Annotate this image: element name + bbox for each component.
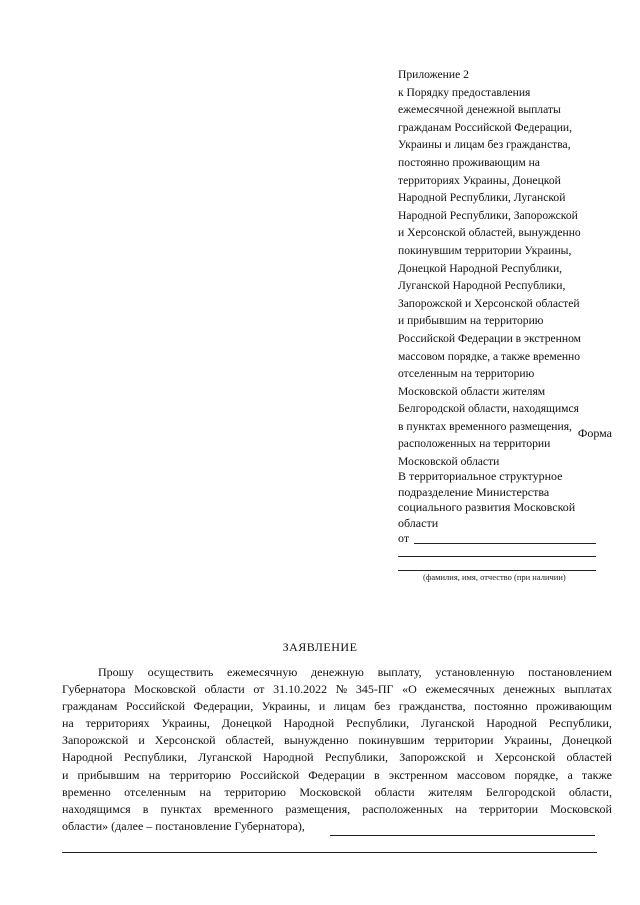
appendix-line: Народной Республики, Запорожской (398, 208, 578, 222)
body-word: территории (434, 733, 494, 748)
application-body (62, 664, 612, 835)
appendix-line: и Херсонской областей, вынужденно (398, 226, 581, 240)
body-word: денежных (503, 682, 556, 697)
body-word: пунктах (160, 801, 202, 816)
appendix-line: и прибывшим на территорию (398, 314, 544, 328)
body-word: областей, (225, 733, 274, 748)
from-row (398, 531, 613, 547)
body-word: порядке, (514, 767, 559, 782)
body-word: «О (402, 682, 417, 697)
appendix-line: ежемесячной денежной выплаты (398, 103, 561, 117)
body-word: выплатах (564, 682, 612, 697)
body-line (62, 749, 612, 766)
addressee-line: В территориальное структурное (398, 469, 563, 483)
body-word: выплату, (377, 665, 422, 679)
addressee-block (398, 469, 613, 547)
appendix-line: Московской области жителям (398, 384, 546, 398)
addressee-line: области (398, 515, 439, 530)
body-word: Украины, (261, 699, 311, 714)
body-word: Федерации (308, 767, 365, 782)
body-word: Луганской (420, 716, 475, 731)
appendix-line: отселенным на территорию (398, 367, 535, 381)
body-word: проживающим (536, 699, 612, 714)
body-word: покинувшим (358, 733, 425, 748)
body-fill-line-2[interactable] (62, 852, 597, 853)
body-word: отселенным (124, 784, 187, 799)
body-word: установленную (435, 665, 515, 679)
body-word: от (253, 682, 265, 697)
applicant-name-line-3[interactable] (398, 570, 596, 571)
body-line (62, 732, 612, 749)
body-word: на (148, 767, 161, 782)
body-word: Федерации, (193, 699, 254, 714)
appendix-line: гражданам Российской Федерации, (398, 120, 573, 134)
body-word: на (455, 801, 468, 816)
appendix-line: территориях Украины, Донецкой (398, 173, 561, 187)
appendix-line: Приложение 2 (398, 68, 469, 81)
body-word: области, (568, 784, 612, 799)
body-line (62, 801, 612, 818)
body-word: территории (479, 801, 539, 816)
body-word: прибывшим (77, 767, 140, 782)
name-field-hint: (фамилия, имя, отчество (при наличии) (423, 572, 566, 582)
body-word: на (199, 784, 212, 799)
body-word: Республики, (548, 716, 612, 731)
body-word: массовом (456, 767, 506, 782)
body-word: временно (62, 784, 111, 799)
body-word: без (374, 699, 391, 714)
body-word: Губернатора (62, 682, 126, 697)
body-word: области (204, 682, 245, 697)
body-word: Республики, (324, 750, 389, 765)
body-word: на (62, 716, 74, 731)
appendix-line: Народной Республики, Луганской (398, 191, 566, 205)
appendix-line: расположенных на территории (398, 437, 551, 451)
body-word: в (142, 801, 149, 816)
body-word: Народной (486, 716, 537, 731)
appendix-line: Московской области (398, 455, 500, 469)
appendix-line: Донецкой Народной Республики, (398, 261, 563, 275)
appendix-line: постоянно проживающим на (398, 155, 540, 169)
body-word: Московской (550, 801, 612, 816)
body-word: Республики, (123, 750, 188, 765)
form-label: Форма (577, 426, 612, 440)
applicant-name-line-1[interactable] (414, 543, 596, 544)
appendix-line: к Порядку предоставления (398, 85, 531, 99)
body-line (62, 784, 612, 801)
addressee-line: социального развития Московской (398, 500, 576, 514)
body-word: находящимся (62, 801, 131, 816)
appendix-header (398, 66, 613, 471)
appendix-line: Украины и лицам без гражданства, (398, 138, 571, 152)
body-fill-line-1[interactable] (330, 835, 595, 836)
body-word: Украины, (503, 733, 552, 748)
body-word: Народной (62, 750, 113, 765)
body-word: Прошу (98, 665, 134, 679)
body-line (62, 715, 612, 732)
body-word: и (476, 750, 484, 765)
appendix-line: покинувшим территории Украины, (398, 243, 572, 257)
body-word: постановлением (528, 665, 612, 679)
body-word: также (581, 767, 612, 782)
body-word: лицам (333, 699, 366, 714)
body-word: территорию (224, 784, 287, 799)
appendix-line: Луганской Народной Республики, (398, 279, 566, 293)
appendix-line: массовом порядке, а также временно (398, 349, 581, 363)
appendix-line: Белгородской области, находящимся (398, 402, 579, 416)
body-word: гражданам (62, 699, 118, 714)
body-line (62, 664, 612, 681)
body-word: жителям (428, 784, 473, 799)
body-line (62, 767, 612, 784)
appendix-line: в пунктах временного размещения, (398, 419, 572, 433)
body-word: Московской (299, 784, 362, 799)
body-word: расположенных (362, 801, 444, 816)
body-word: денежную (311, 665, 364, 679)
body-word: Луганской (198, 750, 252, 765)
body-word: территориях (85, 716, 150, 731)
body-word: областей (566, 750, 612, 765)
body-line (62, 681, 612, 698)
body-word: и (62, 767, 69, 782)
from-label: от (398, 531, 410, 545)
document-title: ЗАЯВЛЕНИЕ (282, 640, 358, 654)
addressee-line: подразделение Министерства (398, 484, 550, 499)
body-word: и (318, 699, 326, 714)
body-word: территорию (169, 767, 231, 782)
applicant-name-line-2[interactable] (398, 556, 596, 557)
body-word: 31.10.2022 (273, 682, 328, 697)
body-word: Донецкой (221, 716, 272, 731)
body-word: Донецкой (561, 733, 612, 748)
body-word: Запорожской (399, 750, 466, 765)
body-word: Белгородской (485, 784, 556, 799)
body-word: Республики, (345, 716, 410, 731)
body-line (62, 698, 612, 715)
body-word: а (567, 767, 573, 782)
body-line-last: области» (далее – постановление Губернатора), (62, 818, 305, 833)
body-word: экстренном (388, 767, 448, 782)
body-word: области (374, 784, 415, 799)
body-word: Российской (240, 767, 300, 782)
body-word: Херсонской (154, 733, 216, 748)
body-word: размещения, (285, 801, 351, 816)
body-word: временного (213, 801, 274, 816)
body-word: Украины, (161, 716, 210, 731)
body-word: Московской (134, 682, 196, 697)
body-word: № (335, 682, 348, 697)
body-word: Российской (125, 699, 185, 714)
body-word: ежемесячную (227, 665, 298, 679)
body-word: 345-ПГ (355, 682, 394, 697)
body-word: вынужденно (283, 733, 349, 748)
body-word: и (138, 733, 145, 748)
body-word: постоянно (474, 699, 528, 714)
body-word: Народной (263, 750, 314, 765)
body-word: осуществить (147, 665, 214, 679)
appendix-line: Запорожской и Херсонской областей (398, 296, 580, 310)
body-word: в (374, 767, 380, 782)
body-word: Херсонской (494, 750, 556, 765)
body-word: Запорожской (62, 733, 129, 748)
body-word: ежемесячных (425, 682, 495, 697)
body-word: гражданства, (398, 699, 466, 714)
appendix-line: Российской Федерации в экстренном (398, 331, 581, 345)
body-word: Народной (283, 716, 335, 731)
